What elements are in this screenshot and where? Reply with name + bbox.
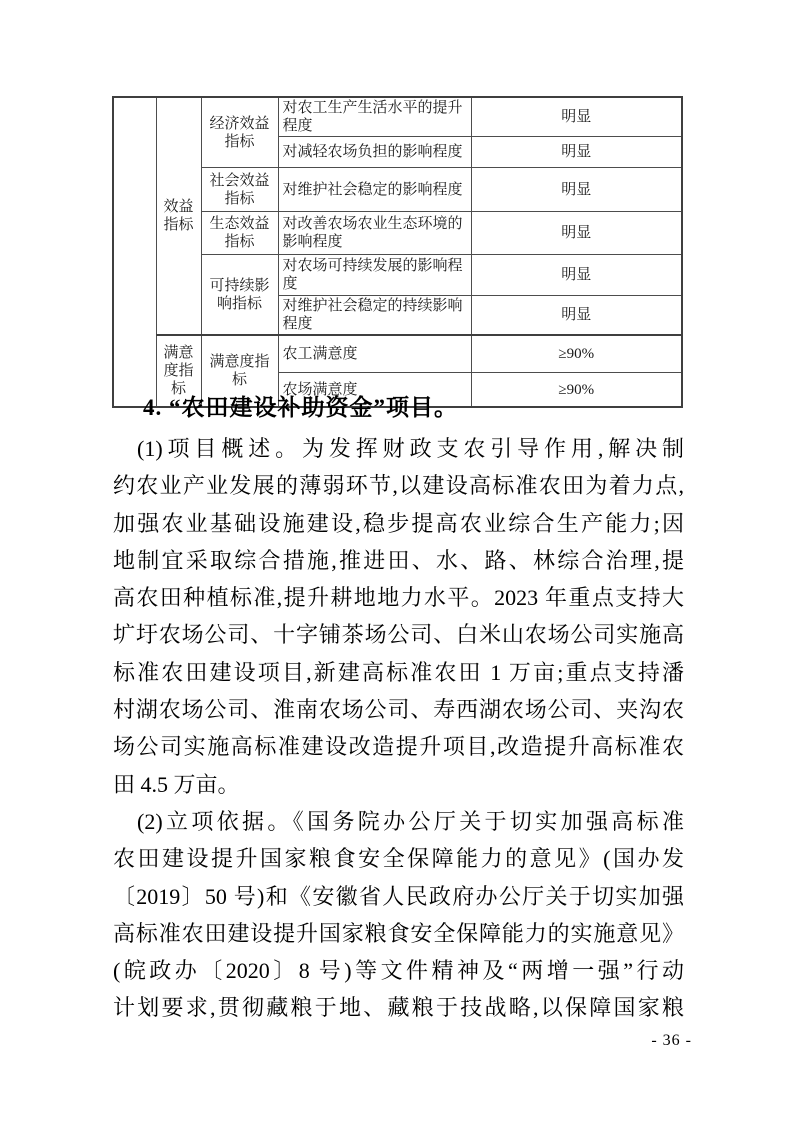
table-cell-sub-sustainable: 可持续影响指标 <box>201 255 278 336</box>
table-row <box>113 335 682 373</box>
text-line: 加强农业基础设施建设,稳步提高农业综合生产能力;因 <box>113 510 684 536</box>
text-line: 〔2019〕50 号)和《安徽省人民政府办公厅关于切实加强 <box>113 883 684 909</box>
text-line: (2)立项依据。《国务院办公厅关于切实加强高标准 <box>137 809 684 834</box>
table-cell-value: 明显 <box>471 212 682 255</box>
text-line: 计划要求,贯彻藏粮于地、藏粮于技战略,以保障国家粮 <box>113 995 684 1021</box>
text-line: 农田建设提升国家粮食安全保障能力的意见》(国办发 <box>113 846 684 872</box>
page-number: - 36 - <box>651 1032 692 1049</box>
table-row <box>113 97 682 137</box>
text-line: 约农业产业发展的薄弱环节,以建设高标准农田为着力点, <box>113 473 684 499</box>
table-cell-sub-satisfaction: 满意度指标 <box>201 335 278 407</box>
text-line: 高农田种植标准,提升耕地地力水平。2023 年重点支持大 <box>113 585 684 611</box>
text-line: (1)项目概述。为发挥财政支农引导作用,解决制 <box>137 436 684 461</box>
paragraph-project-basis <box>113 803 684 1027</box>
section-heading: 4. “农田建设补助资金”项目。 <box>143 395 458 420</box>
table-cell-value: 明显 <box>471 296 682 336</box>
text-line: 高标准农田建设提升国家粮食安全保障能力的实施意见》 <box>113 920 684 946</box>
table-cell-desc: 对改善农场农业生态环境的影响程度 <box>278 212 471 255</box>
table-cell-desc: 对农场可持续发展的影响程度 <box>278 255 471 296</box>
text-line: 标准农田建设项目,新建高标准农田 1 万亩;重点支持潘 <box>113 659 684 685</box>
text-line: 场公司实施高标准建设改造提升项目,改造提升高标准农 <box>113 734 684 760</box>
table-cell-category-satisfaction: 满意度指标 <box>156 335 201 407</box>
table-cell-desc: 农工满意度 <box>278 335 471 373</box>
table-cell-value: 明显 <box>471 137 682 168</box>
text-line: 田 4.5 万亩。 <box>113 771 240 797</box>
table-cell-sub-social: 社会效益指标 <box>201 168 278 212</box>
table-cell-desc: 对农工生产生活水平的提升程度 <box>278 97 471 137</box>
table-cell-desc: 农场满意度 <box>278 373 471 408</box>
table-cell-value: 明显 <box>471 255 682 296</box>
table-cell-value: 明显 <box>471 168 682 212</box>
text-line: 村湖农场公司、淮南农场公司、寿西湖农场公司、夹沟农 <box>113 697 684 723</box>
table-cell-value: ≥90% <box>471 373 682 408</box>
table-cell-value: 明显 <box>471 97 682 137</box>
text-line: 圹圩农场公司、十字铺茶场公司、白米山农场公司实施高 <box>113 622 684 648</box>
table-cell-desc: 对维护社会稳定的持续影响程度 <box>278 296 471 336</box>
table-cell-desc: 对减轻农场负担的影响程度 <box>278 137 471 168</box>
table-cell-sub-economic: 经济效益指标 <box>201 97 278 168</box>
table-cell-value: ≥90% <box>471 335 682 373</box>
paragraph-project-overview <box>113 430 684 803</box>
text-line: (皖政办〔2020〕8 号)等文件精神及“两增一强”行动 <box>113 958 684 984</box>
table-cell-left-spacer <box>113 97 156 407</box>
table-cell-desc: 对维护社会稳定的影响程度 <box>278 168 471 212</box>
table-cell-category-benefit: 效益指标 <box>156 97 201 335</box>
text-line: 地制宜采取综合措施,推进田、水、路、林综合治理,提 <box>113 547 684 573</box>
table-cell-sub-ecological: 生态效益指标 <box>201 212 278 255</box>
indicator-table <box>112 96 683 408</box>
